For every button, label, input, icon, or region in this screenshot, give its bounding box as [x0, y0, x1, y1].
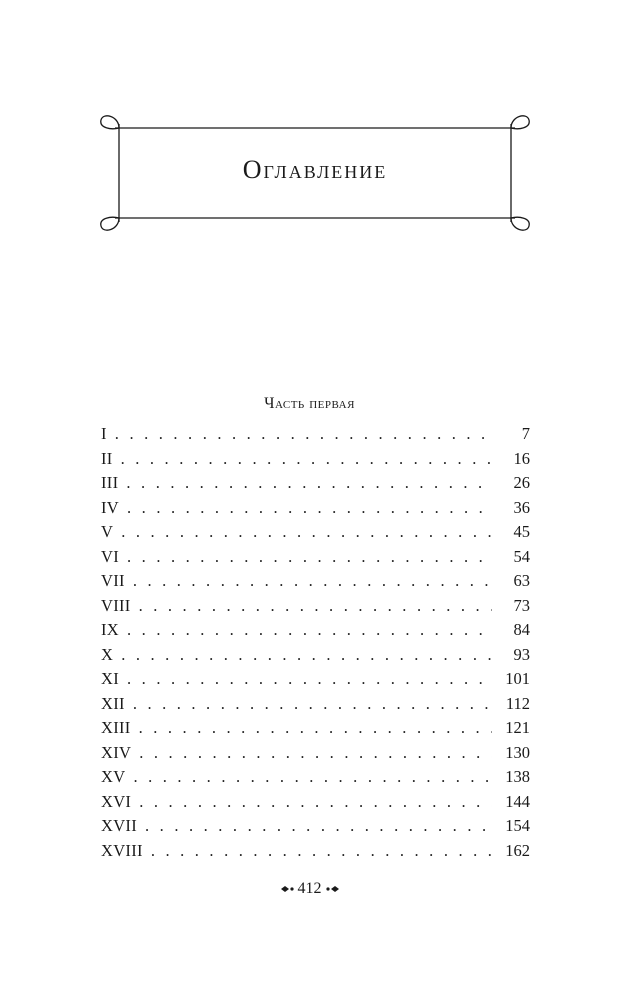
- toc-chapter-number: IV: [101, 497, 120, 517]
- toc-page-number: 54: [513, 546, 530, 566]
- toc-entry: [101, 816, 530, 841]
- diamond-ornament-icon: [325, 884, 341, 894]
- toc-entry: [101, 792, 530, 817]
- toc-chapter-number: XV: [101, 767, 126, 786]
- toc-chapter-number: XIV: [101, 742, 132, 762]
- part-heading: Часть первая: [264, 395, 355, 412]
- toc-chapter-number: XVII: [101, 816, 138, 835]
- toc-dot-leader: [121, 522, 492, 542]
- toc-page-number: 154: [505, 816, 530, 835]
- toc-entry: [101, 596, 530, 621]
- toc-page-number: 7: [521, 424, 530, 443]
- toc-dot-leader: [115, 424, 492, 444]
- toc-dot-leader: [121, 645, 492, 665]
- toc-page-number: 130: [505, 742, 530, 762]
- toc-entry: [101, 718, 530, 743]
- toc-entry: [101, 645, 530, 670]
- toc-chapter-number: XIII: [101, 718, 131, 737]
- toc-chapter-number: XII: [101, 693, 125, 713]
- toc-page-number: 73: [513, 595, 530, 615]
- toc-dot-leader: [127, 620, 492, 640]
- toc-entry: [101, 547, 530, 572]
- toc-page-number: 121: [505, 718, 530, 737]
- table-of-contents: [101, 424, 530, 865]
- toc-dot-leader: [139, 792, 492, 812]
- toc-chapter-number: XI: [101, 669, 120, 688]
- toc-chapter-number: VII: [101, 571, 125, 590]
- toc-dot-leader: [127, 669, 492, 689]
- toc-page-number: 112: [505, 693, 530, 713]
- toc-entry: [101, 498, 530, 523]
- toc-dot-leader: [133, 571, 492, 591]
- toc-chapter-number: IX: [101, 620, 120, 639]
- toc-entry: [101, 841, 530, 866]
- toc-entry: [101, 620, 530, 645]
- page-footer: [0, 880, 619, 898]
- toc-page-number: 26: [513, 473, 530, 492]
- toc-entry: [101, 767, 530, 792]
- toc-chapter-number: II: [101, 448, 113, 468]
- toc-dot-leader: [145, 816, 492, 836]
- toc-page-number: 63: [513, 571, 530, 590]
- toc-dot-leader: [133, 767, 492, 787]
- toc-chapter-number: V: [101, 522, 114, 541]
- toc-page-number: 101: [505, 669, 530, 688]
- toc-chapter-number: X: [101, 644, 114, 664]
- toc-entry: [101, 743, 530, 768]
- toc-entry: [101, 449, 530, 474]
- toc-page-number: 93: [513, 644, 530, 664]
- toc-entry: [101, 694, 530, 719]
- toc-chapter-number: XVIII: [101, 840, 143, 860]
- toc-entry: [101, 424, 530, 449]
- toc-dot-leader: [127, 547, 492, 567]
- toc-dot-leader: [139, 743, 492, 763]
- title-frame: [95, 100, 535, 240]
- toc-dot-leader: [151, 841, 492, 861]
- page-number: 412: [297, 880, 322, 897]
- toc-entry: [101, 571, 530, 596]
- toc-dot-leader: [133, 694, 492, 714]
- toc-chapter-number: XVI: [101, 791, 132, 811]
- toc-entry: [101, 473, 530, 498]
- toc-page-number: 138: [505, 767, 530, 786]
- toc-entry: [101, 669, 530, 694]
- toc-dot-leader: [127, 498, 492, 518]
- toc-chapter-number: III: [101, 473, 119, 492]
- toc-chapter-number: VI: [101, 546, 120, 566]
- toc-page-number: 84: [513, 620, 530, 639]
- diamond-ornament-icon: [279, 884, 295, 894]
- toc-dot-leader: [139, 718, 492, 738]
- toc-entry: [101, 522, 530, 547]
- toc-page-number: 16: [513, 448, 530, 468]
- toc-page-number: 36: [513, 497, 530, 517]
- page-title: Оглавление: [242, 155, 388, 184]
- toc-dot-leader: [126, 473, 492, 493]
- toc-page-number: 144: [505, 791, 530, 811]
- toc-page-number: 162: [505, 840, 530, 860]
- toc-chapter-number: VIII: [101, 595, 131, 615]
- toc-dot-leader: [139, 596, 492, 616]
- toc-chapter-number: I: [101, 424, 107, 443]
- toc-page-number: 45: [513, 522, 530, 541]
- toc-dot-leader: [121, 449, 492, 469]
